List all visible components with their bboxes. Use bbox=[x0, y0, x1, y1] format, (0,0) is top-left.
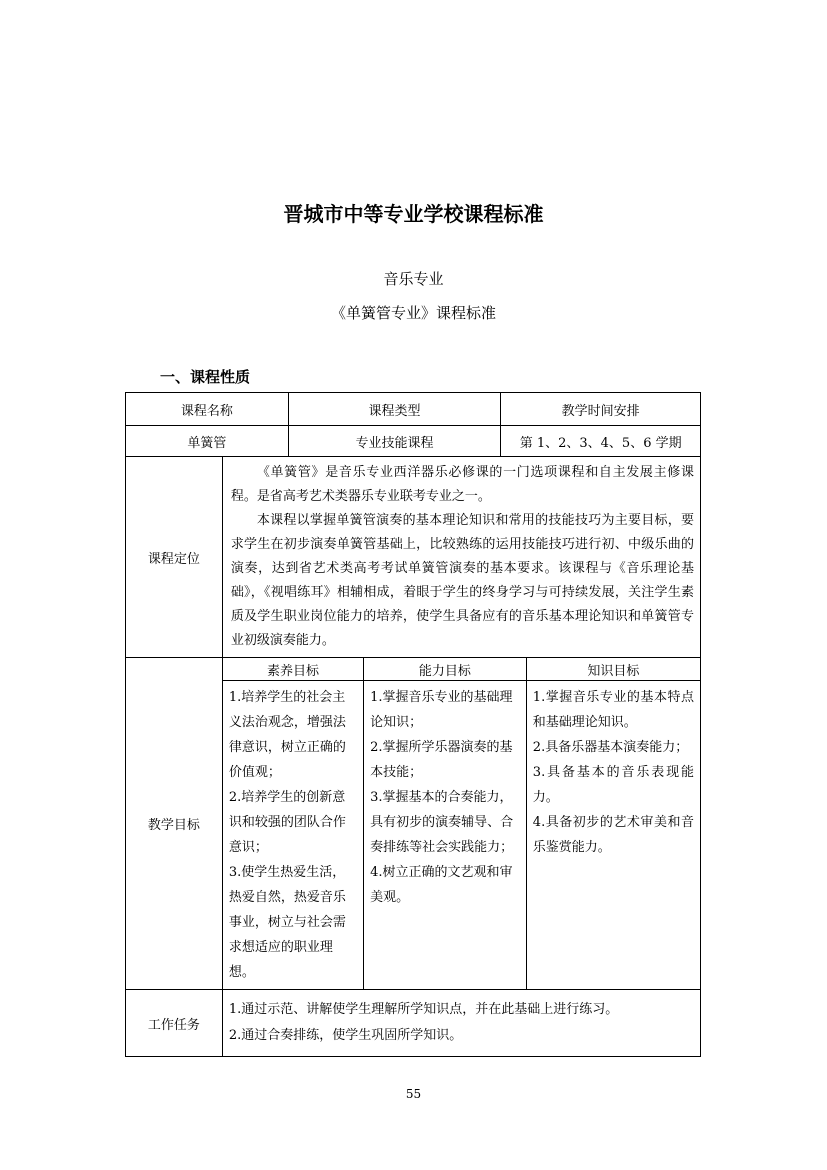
literacy-goals bbox=[223, 681, 364, 990]
goals-cell bbox=[222, 658, 700, 990]
tasks-text bbox=[222, 990, 700, 1057]
positioning-label: 课程定位 bbox=[126, 457, 223, 658]
goals-inner-table bbox=[223, 658, 700, 989]
ability-goals bbox=[364, 681, 527, 990]
header-schedule: 教学时间安排 bbox=[501, 393, 701, 426]
positioning-text bbox=[222, 457, 700, 658]
list-item: 2.具备乐器基本演奏能力； bbox=[532, 740, 689, 755]
list-item: 2.掌握所学乐器演奏的基本技能； bbox=[370, 740, 513, 780]
positioning-row bbox=[126, 457, 701, 658]
list-item: 3.具备基本的音乐表现能力。 bbox=[532, 765, 694, 805]
knowledge-goals bbox=[526, 681, 700, 990]
list-item: 2.培养学生的创新意识和较强的团队合作意识； bbox=[228, 790, 346, 855]
table-header-row bbox=[126, 393, 701, 426]
header-course-name: 课程名称 bbox=[126, 393, 289, 426]
list-item: 3.掌握基本的合奏能力，具有初步的演奏辅导、合奏排练等社会实践能力； bbox=[370, 790, 514, 855]
list-item: 1.培养学生的社会主义法治观念，增强法律意识，树立正确的价值观； bbox=[228, 690, 346, 780]
list-item: 2.通过合奏排练，使学生巩固所学知识。 bbox=[228, 1028, 463, 1043]
document-title: 晋城市中等专业学校课程标准 bbox=[283, 202, 544, 226]
tasks-label: 工作任务 bbox=[126, 990, 223, 1057]
goals-header-knowledge: 知识目标 bbox=[526, 658, 700, 681]
course-type-value: 专业技能课程 bbox=[288, 426, 501, 457]
course-name-value: 单簧管 bbox=[126, 426, 289, 457]
major-subtitle: 音乐专业 bbox=[383, 270, 444, 288]
schedule-value: 第 1、2、3、4、5、6 学期 bbox=[501, 426, 701, 457]
course-table bbox=[125, 392, 701, 1057]
list-item: 4.树立正确的文艺观和审美观。 bbox=[370, 865, 513, 905]
page-number: 55 bbox=[405, 1087, 422, 1101]
goals-row bbox=[126, 658, 701, 990]
positioning-paragraph-1: 《单簧管》是音乐专业西洋器乐必修课的一门选项课程和自主发展主修课程。是省高考艺术类器乐专业联考专业之一。 bbox=[230, 465, 694, 504]
table-row bbox=[126, 426, 701, 457]
goals-header-literacy: 素养目标 bbox=[223, 658, 364, 681]
positioning-paragraph-2: 本课程以掌握单簧管演奏的基本理论知识和常用的技能技巧为主要目标，要求学生在初步演奏单簧管基础上，比较熟练的运用技能技巧进行初、中级乐曲的演奏，达到省艺术类高考考试单簧管演奏的基本要求。该课程与《音乐理论基础》，《视唱练耳》相辅相成，着眼于学生的终身学习与可持续发展，关注学生素质及学生职业岗位能力的培养，使学生具备应有的音乐基本理论知识和单簧管专业初级演奏能力。 bbox=[230, 513, 694, 648]
list-item: 1.掌握音乐专业的基础理论知识； bbox=[370, 690, 513, 730]
list-item: 4.具备初步的艺术审美和音乐鉴赏能力。 bbox=[532, 815, 694, 855]
list-item: 3.使学生热爱生活，热爱自然，热爱音乐事业，树立与社会需求想适应的职业理想。 bbox=[228, 865, 346, 980]
goals-label: 教学目标 bbox=[126, 658, 223, 990]
section-heading: 一、课程性质 bbox=[160, 368, 251, 386]
course-subtitle: 《单簧管专业》课程标准 bbox=[330, 304, 496, 322]
goals-header-ability: 能力目标 bbox=[364, 658, 527, 681]
list-item: 1.掌握音乐专业的基本特点和基础理论知识。 bbox=[532, 690, 694, 730]
header-course-type: 课程类型 bbox=[288, 393, 501, 426]
tasks-row bbox=[126, 990, 701, 1057]
list-item: 1.通过示范、讲解使学生理解所学知识点，并在此基础上进行练习。 bbox=[228, 1002, 619, 1017]
